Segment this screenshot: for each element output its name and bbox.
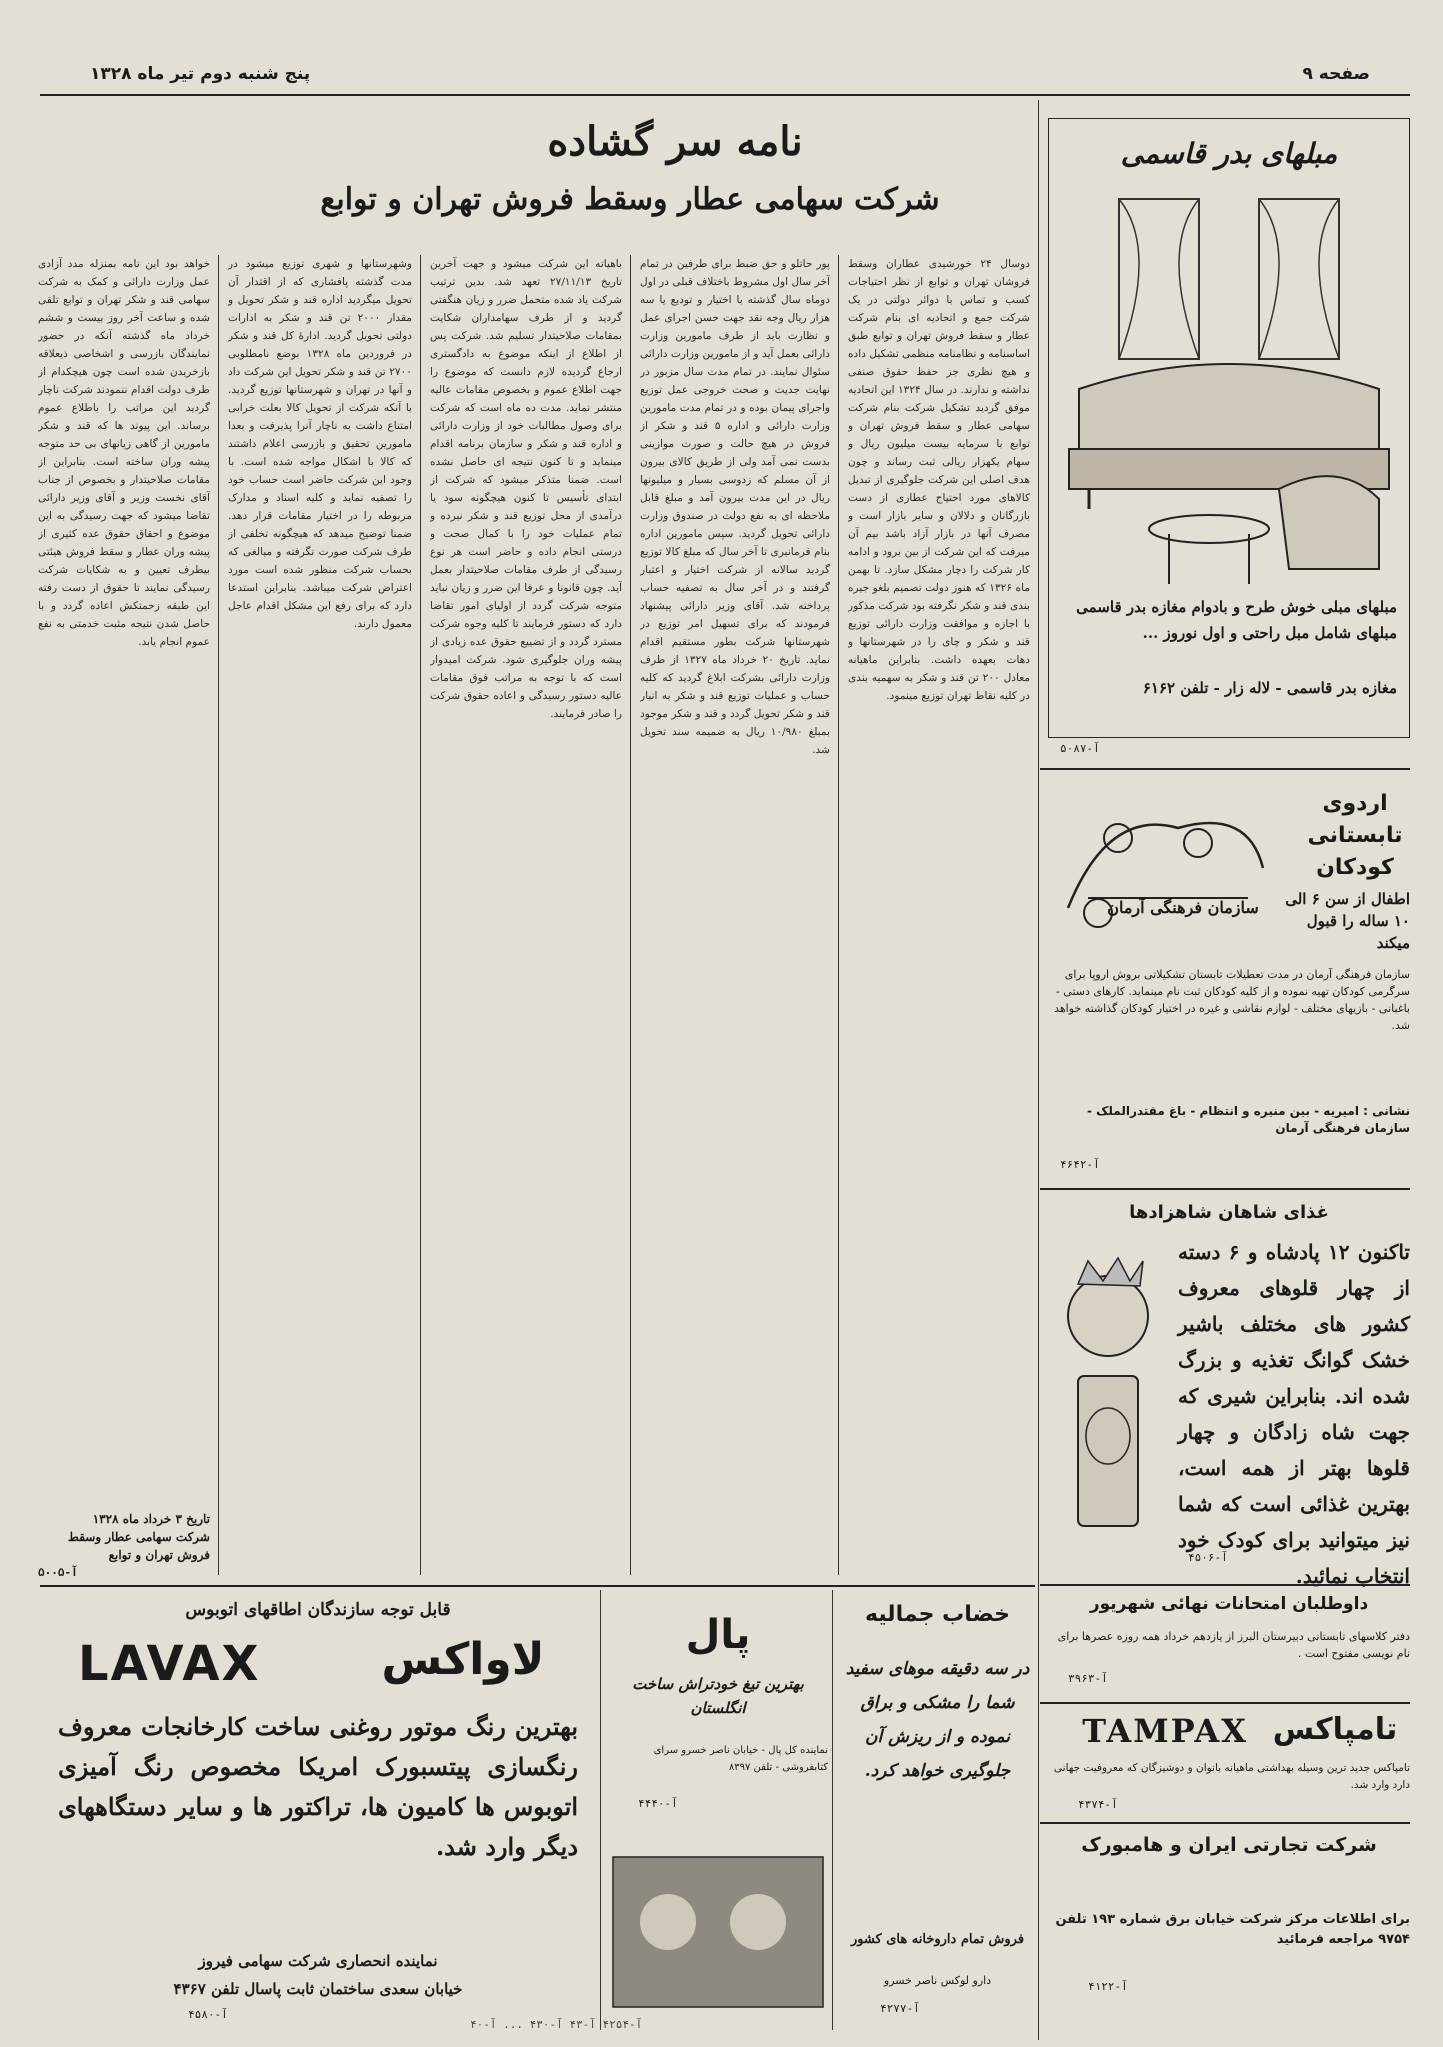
issue-date: پنج شنبه دوم تیر ماه ۱۳۲۸ [90, 64, 311, 84]
food-ad-ref: آ-۴۵۰۶ [1188, 1551, 1228, 1564]
exam-ad-body: دفتر کلاسهای تابستانی دبیرستان البرز از یازدهم خرداد همه روزه عصرها برای نام نویسی مفتوح است . [1057, 1630, 1410, 1660]
letter-column-1 [848, 255, 1030, 1575]
pal-ad-brand: پال [685, 1612, 751, 1658]
hair-dye-ad-sold: فروش تمام داروخانه های کشور [850, 1932, 1025, 1947]
hair-dye-ad-body: در سه دقیقه موهای سفید شما را مشکی و براق نموده و از ریزش آن جلوگیری خواهد کرد. [845, 1659, 1030, 1781]
hair-dye-ad-title: خضاب جمالیه [864, 1602, 1010, 1627]
bottom-ads-rule [40, 1585, 1035, 1587]
lavax-ad-brand-en: LAVAX [78, 1636, 261, 1692]
exam-ad-ref: آ-۳۹۶۳ [1068, 1672, 1108, 1685]
lavax-ad [38, 1592, 598, 2032]
furniture-ad-ref: آ-۵۰۸۷ [1060, 742, 1100, 755]
letter-column-1-text: دوسال ۲۴ خورشیدی عطاران وسقط فروشان تهران و توابع از نظر احتیاجات کسب و تماس با دوائر دولتی در یک شرکت جمع و اتحادیه ای بنام شرکت عطار و سقط فروش تهران و توابع طبق اساسنامه و نظامنامه منظمی تشکیل داده و هیچ نظری جز حفظ حقوق صنفی نداشته و ندارند. در سال ۱۳۲۴ این اتحادیه موفق گردید تشکیل شرکت بنام شرکت سهامی عطار و سقط فروش تهران و توابع با سرمایه بیست میلیون ریال و سهام یکهزار ریالی ثبت رساند و چون هدف اصلی این شرکت جلوگیری از تبدیل کالاهای مورد احتیاج عطاری از دست بازرگانان و دلالان و سایر بازار است و مصرف آنها در بازار آزاد باشد بیم آن میرفت که این شرکت از بین برود و ادامه کار شرکت را دچار مشکل سازد. تا بهمن ماه ۱۳۲۶ که هنوز دولت تصمیم بلغو جیره بندی قند و شکر نگرفته بود شرکت مذکور با اجازه و موافقت وزارت دارائی توزیع قند و شکر و چای را در شهرستانها و دهات بعهده داشت. بنابراین ماهیانه معادل ۲۰۰ تن قند و شکر به سهمیه بندی در کلیه نقاط تهران توزیع مینمود. [848, 258, 1030, 702]
column-divider [600, 1590, 601, 2030]
pal-ad-contact: نماینده کل پال - خیابان ناصر خسرو سرای کتابفروشی - تلفن ۸۳۹۷ [653, 1745, 828, 1773]
header-rule [40, 94, 1410, 96]
pal-ad-tagline: بهترین تیغ خودتراش ساخت انگلستان [632, 1675, 804, 1717]
tampax-ad-latin: TAMPAX [1082, 1712, 1248, 1750]
letter-column-3-text: باهیاته این شرکت میشود و جهت آخرین تاریخ ۲۷/۱۱/۱۳ تعهد شد. بدین ترتیب شرکت یاد شده متحمل ضرر و زیان هنگفتی گردید و از طرف سهامداران شکایت بمقامات صلاحیتدار تسلیم شد. شرکت پس از اطلاع از اینکه موضوع به دادگستری ارجاع گردیده لازم دانست که موضوع را جهت اطلاع عموم و بخصوص مقامات عالیه منتشر نماید. مدت ده ماه است که شرکت برای وصول مطالبات خود از وزارت دارائی و اداره قند و شکر و سازمان برنامه اقدام مینماید و تا کنون نتیجه ای حاصل نشده است. ضمنا متذکر میشود که شرکت از ابتدای تأسیس تا کنون هیچگونه سود یا درآمدی از محل توزیع قند و شکر نبرده و تمام عملیات خود را با کمال صحت و درستی انجام داده و حاضر است هر نوع رسیدگی از طرف مقامات صلاحیتدار بعمل آید. چون قانونا و عرفا این ضرر و زیان نباید متوجه شرکت گردد از اولیای امور تقاضا دارد که دستور فرمایند تا کلیه وجوه شرکت مسترد گردد و از تضییع حقوق عده زیادی از پیشه وران جلوگیری شود. شرکت امیدوار است که با توجه به مراتب فوق مقامات عالیه دستور رسیدگی و اعاده حقوق شرکت را صادر فرمایند. [430, 258, 622, 720]
camp-ad-org: سازمان فرهنگی آرمان [1107, 898, 1259, 917]
pal-ad-ref: آ-۴۴۴۰ [638, 1797, 678, 1810]
column-divider [832, 1590, 833, 2030]
letter-column-5 [38, 255, 210, 1505]
column-divider [218, 255, 219, 1575]
section-rule [1040, 1188, 1410, 1190]
letter-column-4-text: وشهرستانها و شهری توزیع میشود در مدت گذشته پافشاری که از اقتدار آن تحویل میگردید اداره قند و شکر تحویل و مقدار ۲۰۰۰ تن قند و شکر به ادارات دولتی تحویل گردید. ادارهٔ کل قند و شکر در فروردین ماه ۱۳۲۸ بوضع نامطلوبی ۲۷۰۰ تن قند و شکر تحویل این شرکت داد و آنها در تهران و شهرستانها توزیع گردید. با آنکه شرکت از تحویل کالا بعلت خرابی امتناع داشت به ناچار آنرا پذیرفت و بعدا مامورین تحقیق و بازرسی اعلام داشتند که کالا با اشکال مواجه شده است. با وجود این شرکت حاضر است حساب خود را تصفیه نماید و کلیه اسناد و مدارک مربوطه را در اختیار مقامات قرار دهد. ضمنا توضیح میدهد که هیچگونه تخلفی از طرف شرکت صورت نگرفته و مبالغی که بحساب شرکت منظور شده است مورد اعتراض شرکت میباشد. بنابراین استدعا دارد که برای رفع این مشکل اقدام عاجل معمول دارند. [228, 258, 412, 630]
pal-ad-image [608, 1852, 828, 2012]
exam-ad [1048, 1590, 1410, 1700]
trade-ad-ref: آ-۴۱۲۲ [1088, 1980, 1128, 1993]
column-divider [838, 255, 839, 1575]
signoff-date: تاریخ ۳ خرداد ماه ۱۳۲۸ [92, 1512, 210, 1526]
section-rule [1040, 768, 1410, 770]
camp-ad-body: سازمان فرهنگی آرمان در مدت تعطیلات تابستان تشکیلاتی بروش اروپا برای سرگرمی کودکان تهیه نموده و از کلیه کودکان ثبت نام مینماید. کارهای دستی - باغبانی - بازیهای مختلف - لوازم نقاشی و غیره در اختیار کودکان گذاشته خواهد شد. [1054, 968, 1410, 1032]
lavax-ad-address: خیابان سعدی ساختمان ثابت پاسال تلفن ۴۳۶۷ [173, 1980, 463, 1998]
tampax-ad-body: تامپاکس جدید ترین وسیله بهداشتی ماهیانه بانوان و دوشیزگان که معروفیت جهانی دارد وارد شد. [1053, 1762, 1410, 1791]
furniture-ad [1048, 118, 1410, 738]
right-column-divider [1038, 100, 1039, 2040]
trade-ad-title: شرکت تجارتی ایران و هامبورک [1081, 1834, 1377, 1856]
lavax-ad-agent: نماینده انحصاری شرکت سهامی فیروز [198, 1952, 438, 1970]
camp-ad-contact: نشانی : امیریه - بین منیره و انتظام - باغ مقتدرالملک - سازمان فرهنگی آرمان [1086, 1104, 1410, 1135]
section-rule [1040, 1584, 1410, 1586]
camp-ad-title: اردوی تابستانی کودکان [1307, 791, 1403, 880]
page-header [40, 58, 1410, 88]
letter-title: نامه سر گشاده [547, 118, 803, 165]
trade-ad-body: برای اطلاعات مرکز شرکت خیابان برق شماره ۱۹۳ تلفن ۹۷۵۴ مراجعه فرمائید [1055, 1912, 1410, 1947]
lavax-ad-body: بهترین رنگ موتور روغنی ساخت کارخانجات معروف رنگسازی پیتسبورک امریکا مخصوص رنگ آمیزی اتوبوس ها کامیون ها، تراکتور ها و سایر دستگاههای دیگر وارد شد. [58, 1712, 578, 1861]
letter-column-2 [640, 255, 830, 1575]
furniture-illustration [1059, 189, 1399, 589]
letter-ref: آ-۵۰۰۵ [38, 1566, 78, 1579]
signoff-name: شرکت سهامی عطار وسقط فروش تهران و توابع [67, 1530, 210, 1562]
column-divider [420, 255, 421, 1575]
furniture-ad-contact: مغازه بدر قاسمی - لاله زار - تلفن ۶۱۶۲ [1142, 679, 1397, 697]
hair-dye-ad-ref: آ-۴۲۷۷ [880, 2002, 920, 2015]
pal-ad [608, 1592, 828, 2032]
lavax-ad-heading: قابل توجه سازندگان اطاقهای اتوبوس [185, 1600, 451, 1620]
column-divider [630, 255, 631, 1575]
camp-ad-ref: آ-۴۶۴۲ [1060, 1158, 1100, 1171]
lavax-ad-ref: آ-۴۵۸۰ [188, 2008, 228, 2021]
bottom-strip: آ-۴۲۵۴ آ-۴۳ آ-۴۳۰ ... آ-۴۰ [470, 2018, 643, 2031]
tampax-ad-ref: آ-۴۳۷۴ [1078, 1798, 1118, 1811]
lavax-ad-brand-fa: لاواکس [381, 1634, 545, 1685]
hair-dye-ad-contact: دارو لوکس ناصر خسرو [883, 1974, 992, 1987]
food-ad-body: تاکنون ۱۲ پادشاه و ۶ دسته از چهار قلوهای معروف کشور های مختلف باشیر خشک گوانگ تغذیه و بزرگ شده اند. بنابراین شیری که جهت شاه زادگان و چهار قلوها بهتر از همه است، بهترین غذائی است که شما نیز میتوانید برای کودک خود انتخاب نمائید. [1178, 1240, 1410, 1588]
tampax-ad-title: تامپاکس [1272, 1712, 1398, 1747]
exam-ad-title: داوطلبان امتحانات نهائی شهریور [1089, 1594, 1369, 1614]
food-ad [1048, 1196, 1410, 1588]
letter-column-2-text: پور حاتلو و حق ضبط برای طرفین در تمام آخر سال اول مشروط باختلاف قبلی در اول دوماه سال گذشته با اختیار و تودیع یا سه هزار ریال وجه نقد جهت حسن اجرای عمل و نظارت باید از طرف مامورین وزارت دارائی بعمل آید و از مامورین وزارت دارائی سئوال نمایند. در تمام مدت سال مزبور در نهایت جدیت و صحت خروجی عمل توزیع واجرای پیمان بوده و در تمام مدت مامورین وزارت دارائی و اداره ۵ قند و شکر از فروش در هیچ حالت و صورت موازینی بدست نمی آمد ولی از طریق کالای بیرون از آن مسلم که زدوسی بسیار و میلیونها ریال در این مدت بیرون آمد و مبلغ قابل ملاحظه ای به نفع دولت در صندوق وزارت دارائی تحویل گردید. سپس مامورین اداره بنام فرمانبری تا آخر سال که مبلغ کالا توزیع گردید سالانه از شرکت اختیار و اعتبار گرفتند و در آخر سال به تصفیه حساب پرداخته شد. آقای وزیر دارائی پیشنهاد فرمودند که برای تسهیل امر توزیع در شهرستانها شرکت بطور مستقیم اقدام نماید. تاریخ ۲۰ خرداد ماه ۱۳۲۷ از طرف وزارت دارائی بشرکت ابلاغ گردید که کلیه حساب و عملیات توزیع قند و شکر به انبار قند و شکر تحویل گردد و قند و شکر موجود بمبلغ ۱۰/۹۸۰ ریال به ضمیمه سند تحویل شد. [640, 258, 830, 756]
page-number: صفحه ۹ [1302, 64, 1370, 84]
section-rule [1040, 1702, 1410, 1704]
camp-ad [1048, 778, 1410, 1183]
letter-subtitle: شرکت سهامی عطار وسقط فروش تهران و توابع [320, 182, 940, 217]
trade-ad [1048, 1830, 1410, 2035]
furniture-ad-body: مبلهای مبلی خوش طرح و بادوام مغازه بدر قاسمی مبلهای شامل مبل راحتی و اول نوروز ... [1076, 598, 1397, 642]
food-ad-title: غذای شاهان شاهزادها [1129, 1202, 1329, 1223]
hair-dye-ad [840, 1592, 1035, 2032]
baby-illustration [1048, 1256, 1168, 1556]
furniture-ad-title: مبلهای بدر قاسمی [1120, 137, 1338, 170]
letter-column-3 [430, 255, 622, 1575]
section-rule [1040, 1822, 1410, 1824]
letter-column-4 [228, 255, 412, 1575]
letter-signoff [38, 1510, 210, 1582]
tampax-ad [1048, 1710, 1410, 1820]
letter-column-5-text: خواهد بود این نامه بمنزله مدد آزادی عمل وزارت دارائی و کمک به شرکت سهامی قند و شکر تهران و توابع تلقی شده و ساعت آخر روز بیست و ششم خرداد ماه گذشته آنکه در حضور نمایندگان بازرسی و اشخاصی ذیعلاقه بازخریدن شده است چون هیچکدام از طرف دولت اقدام ننمودند شرکت ناچار گردید این مراتب را باطلاع عموم برساند. این پیوند ها که قند و شکر مامورین از گاهی زیانهای بی حد متوجه پیشه وران ساخته است. بنابراین از مقامات صلاحیتدار و بخصوص از جناب آقای نخست وزیر و آقای وزیر دارائی تقاضا میشود که جهت رسیدگی به این موضوع و احقاق حقوق عده کثیری از پیشه وران عطار و سقط فروش هیئتی بیطرف تعیین و به شکایات شرکت رسیدگی نمایند تا حقوق از دست رفته این طبقه زحمتکش اعاده گردد و با حاصل شدن نتیجه مثبت خدمتی به نفع عموم انجام یابد. [38, 258, 210, 648]
camp-ad-age: اطفال از سن ۶ الی ۱۰ ساله را قبول میکند [1285, 890, 1410, 952]
